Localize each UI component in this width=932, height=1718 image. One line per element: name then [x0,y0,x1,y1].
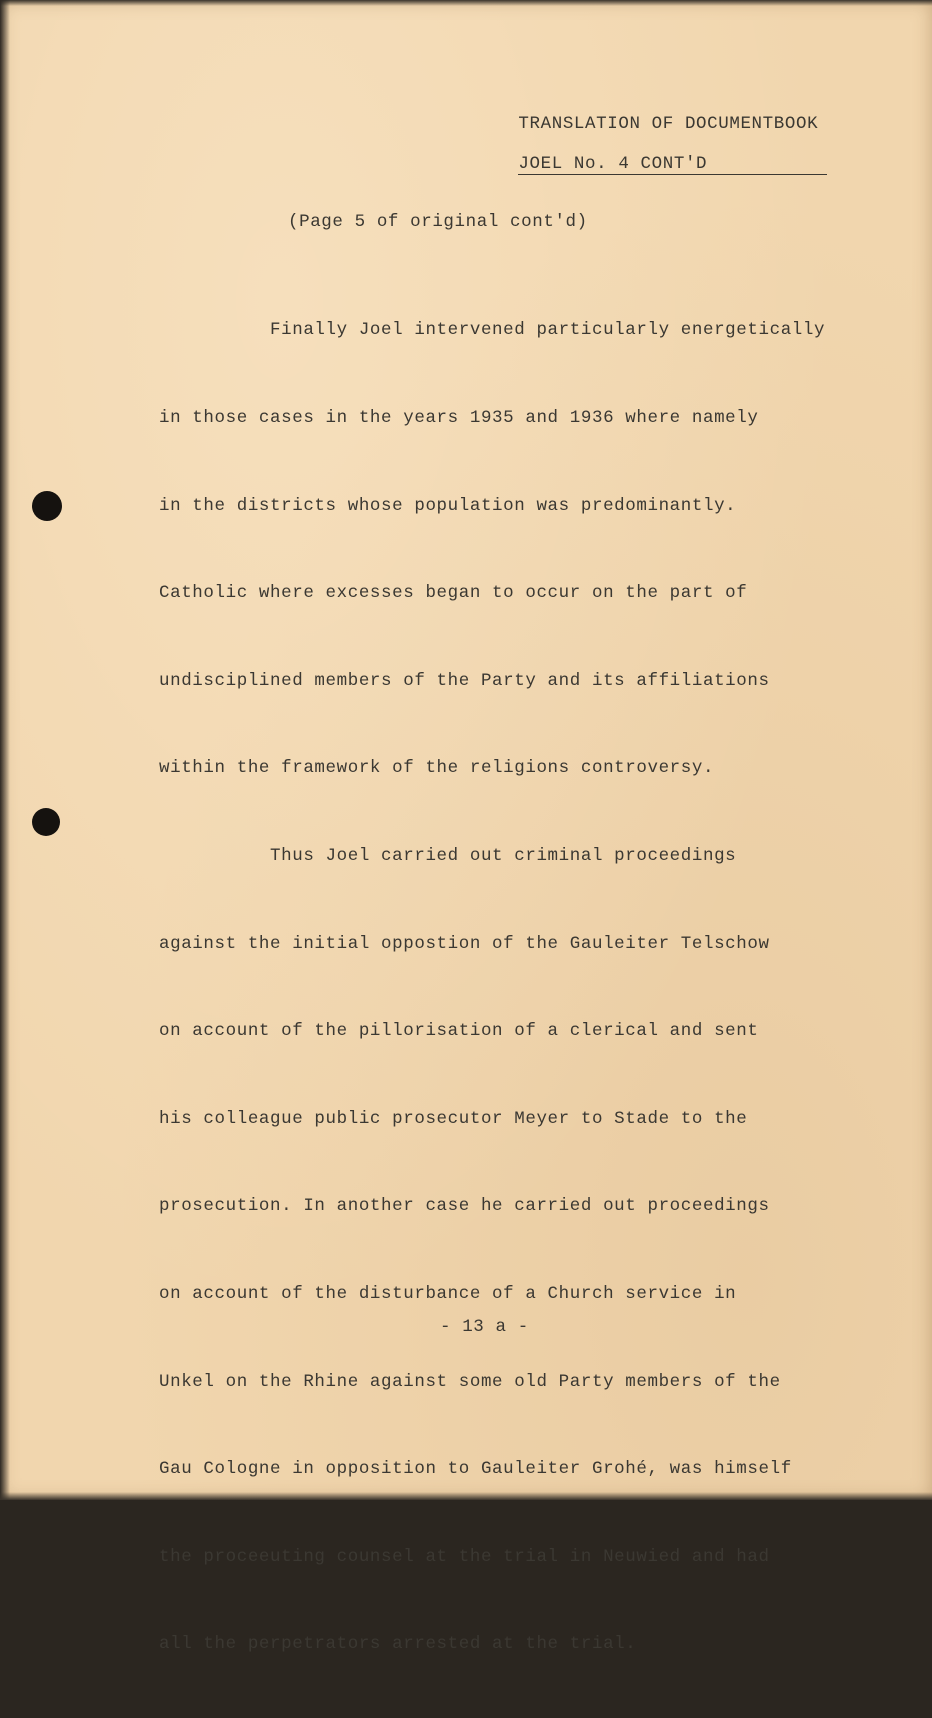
body-line: Gau Cologne in opposition to Gauleiter Grohé, was himself [159,1459,792,1480]
body-line: in the districts whose population was predominantly. [159,495,737,516]
body-line: in those cases in the years 1935 and 1936 where namely [159,408,759,428]
body-line: within the framework of the religions controversy. [159,758,715,779]
punch-hole-top [32,491,62,521]
document-header [474,94,827,195]
body-line: Catholic where excesses began to occur on the part of [159,583,748,604]
header-line-2: JOEL No. 4 CONT'D [518,154,827,175]
body-line: the proceeuting counsel at the trial in Neuwied and had [159,1546,770,1567]
body-line: undisciplined members of the Party and its affiliations [159,670,770,691]
body-line: Unkel on the Rhine against some old Party members of the [159,1371,781,1392]
body-line: prosecution. In another case he carried out proceedings [159,1196,770,1217]
body-text [159,258,825,1718]
scan-edge-left [0,0,10,1500]
scan-edge-top [0,0,932,6]
body-line: on account of the disturbance of a Church service in [159,1283,737,1304]
body-line: Finally Joel intervened particularly energetically [159,320,826,341]
page-reference: (Page 5 of original cont'd) [288,212,588,232]
body-line: his colleague public prosecutor Meyer to Stade to the [159,1108,748,1129]
punch-hole-bottom [32,808,60,836]
header-line-1: TRANSLATION OF DOCUMENTBOOK [518,114,819,134]
body-line: all the perpetrators arrested at the trial. [159,1634,637,1655]
body-line: on account of the pillorisation of a clerical and sent [159,1021,759,1042]
page-number: - 13 a - [440,1317,529,1337]
body-line: against the initial oppostion of the Gauleiter Telschow [159,933,770,954]
body-line: Thus Joel carried out criminal proceedings [159,845,737,866]
